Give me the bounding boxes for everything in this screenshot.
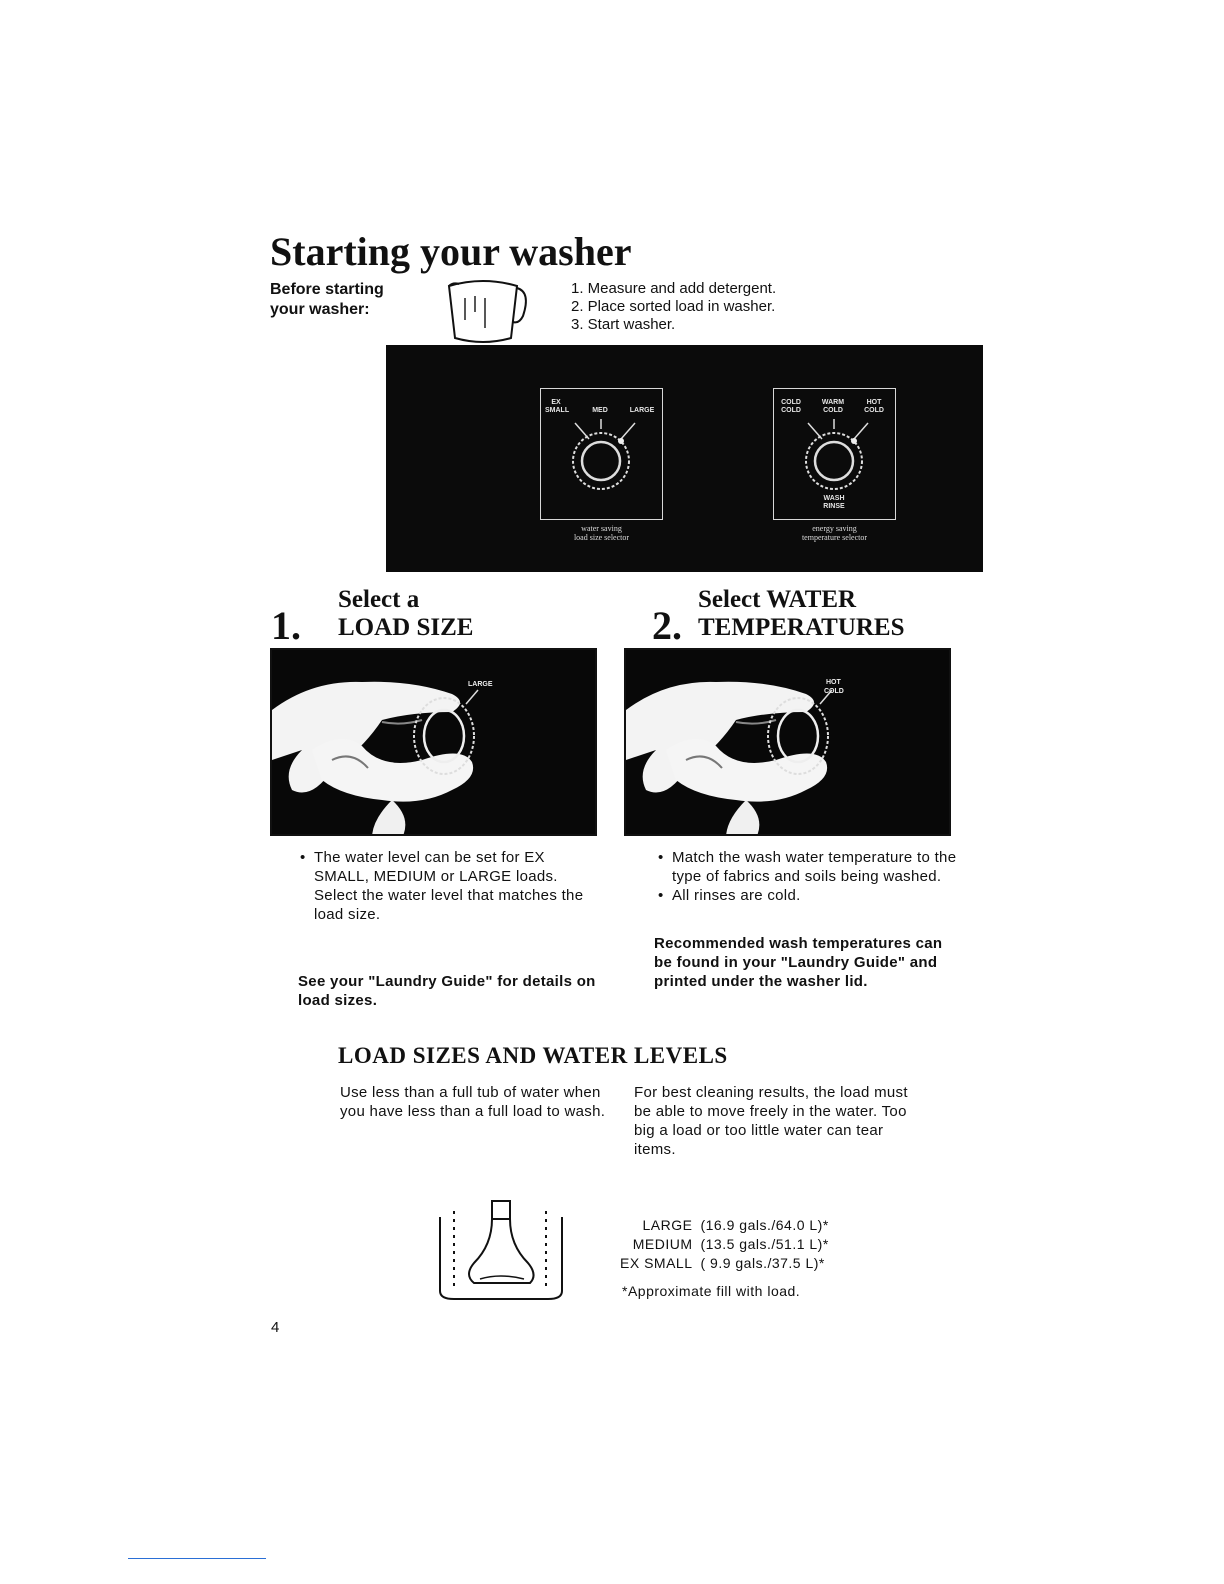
pre-start-steps bbox=[571, 280, 776, 334]
dial-label: MED bbox=[592, 407, 608, 414]
load-dial-caption: water saving load size selector bbox=[573, 524, 630, 542]
water-levels-table bbox=[616, 1216, 833, 1273]
step1-bullets bbox=[300, 848, 600, 924]
level-size: EX SMALL bbox=[620, 1255, 693, 1271]
temperature-dial-caption: energy saving temperature selector bbox=[801, 524, 868, 542]
page-number: 4 bbox=[271, 1319, 280, 1336]
svg-text:COLD: COLD bbox=[824, 688, 844, 695]
level-amount: (13.5 gals./51.1 L)* bbox=[700, 1236, 829, 1252]
step2-number: 2. bbox=[652, 603, 682, 648]
footer-rule bbox=[128, 1558, 266, 1559]
level-size: MEDIUM bbox=[632, 1236, 693, 1252]
temperature-dial-photo bbox=[624, 648, 951, 836]
load-size-dial-photo bbox=[270, 648, 597, 836]
measuring-cup-icon bbox=[443, 276, 533, 346]
step-item: 3. Start washer. bbox=[571, 316, 676, 333]
list-item: • The water level can be set for EX SMALL, MEDIUM or LARGE loads. Select the water level that matches the load size. bbox=[300, 848, 600, 924]
temperature-dial-box bbox=[773, 388, 896, 520]
washer-tub-icon bbox=[430, 1195, 570, 1303]
table-row bbox=[616, 1216, 833, 1235]
page-title: Starting your washer bbox=[270, 229, 632, 274]
table-row bbox=[616, 1235, 833, 1254]
level-amount: (16.9 gals./64.0 L)* bbox=[700, 1217, 829, 1233]
dial-label: HOT COLD bbox=[864, 399, 884, 414]
load-sizes-title: LOAD SIZES AND WATER LEVELS bbox=[338, 1043, 728, 1068]
dial-label: LARGE bbox=[629, 407, 655, 414]
step1-note: See your "Laundry Guide" for details on load sizes. bbox=[298, 973, 596, 1009]
hand-turning-dial-icon bbox=[272, 650, 597, 836]
dial-label: WARM COLD bbox=[821, 399, 845, 414]
load-size-dial-icon bbox=[541, 389, 661, 519]
list-item: • All rinses are cold. bbox=[658, 886, 958, 905]
step1-heading-line2: LOAD SIZE bbox=[338, 614, 474, 641]
load-sizes-left-text: Use less than a full tub of water when you have less than a full load to wash. bbox=[340, 1084, 606, 1120]
dial-label: COLD COLD bbox=[781, 399, 801, 414]
dial-label: EX SMALL bbox=[545, 399, 570, 414]
wash-label: WASH bbox=[823, 495, 845, 502]
table-row bbox=[616, 1254, 833, 1273]
control-panel-illustration bbox=[386, 345, 983, 572]
approximate-fill-footnote: *Approximate fill with load. bbox=[622, 1283, 801, 1299]
before-starting-label: Before starting your washer: bbox=[270, 281, 384, 318]
step1-number: 1. bbox=[271, 603, 301, 648]
step-item: 1. Measure and add detergent. bbox=[571, 280, 777, 297]
svg-text:LARGE: LARGE bbox=[468, 681, 493, 688]
step2-heading-line1: Select WATER bbox=[698, 586, 857, 613]
step2-note: Recommended wash temperatures can be found in your "Laundry Guide" and printed under the washer lid. bbox=[654, 935, 943, 990]
step2-bullets bbox=[658, 848, 958, 905]
step1-heading-line1: Select a bbox=[338, 586, 420, 613]
step2-heading-line2: TEMPERATURES bbox=[698, 614, 905, 641]
level-amount: ( 9.9 gals./37.5 L)* bbox=[700, 1255, 825, 1271]
load-size-dial-box bbox=[540, 388, 663, 520]
rinse-label: RINSE bbox=[823, 503, 845, 510]
level-size: LARGE bbox=[642, 1217, 693, 1233]
hand-turning-dial-icon bbox=[626, 650, 951, 836]
svg-text:HOT: HOT bbox=[826, 679, 841, 686]
list-item: • Match the wash water temperature to the type of fabrics and soils being washed. bbox=[658, 848, 958, 886]
load-sizes-right-text: For best cleaning results, the load must be able to move freely in the water. Too big a load or too little water can tear items. bbox=[634, 1084, 908, 1158]
step-item: 2. Place sorted load in washer. bbox=[571, 298, 776, 315]
